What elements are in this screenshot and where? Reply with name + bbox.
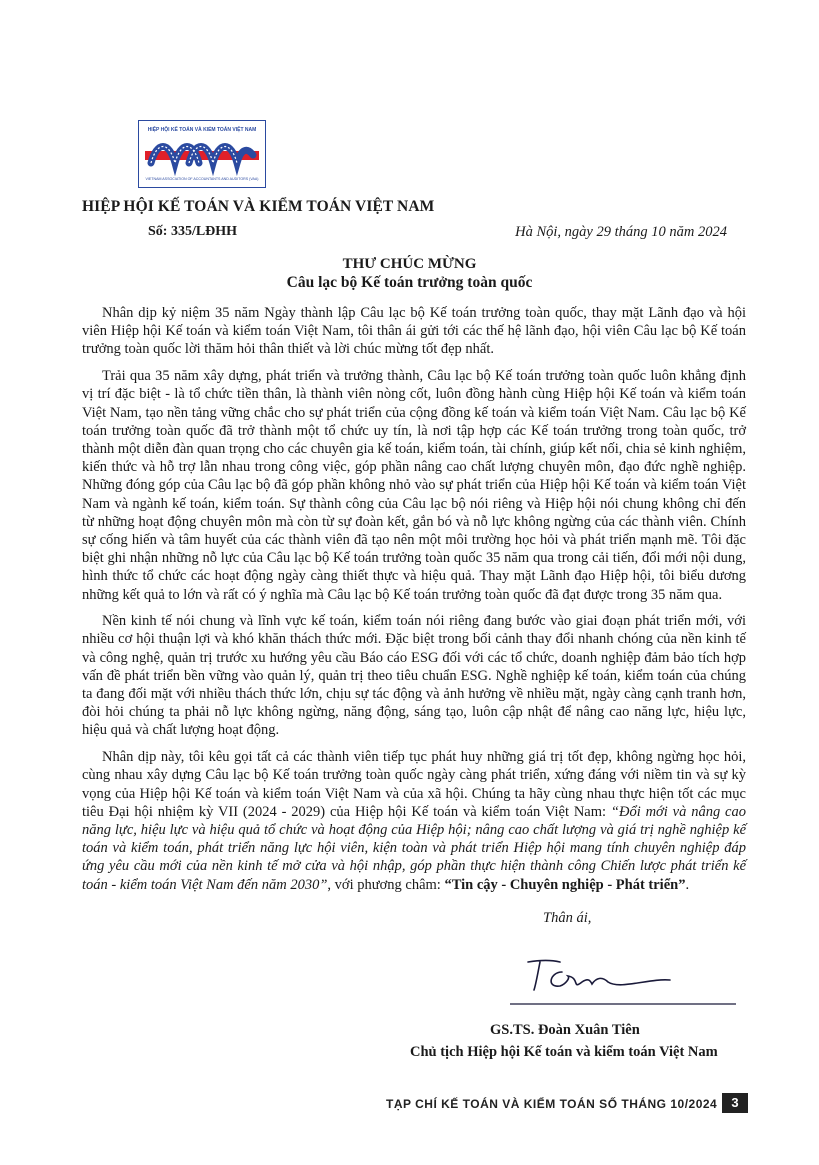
signer-title: Chủ tịch Hiệp hội Kế toán và kiểm toán Việt Nam	[410, 1044, 718, 1060]
handwritten-signature	[500, 950, 740, 1020]
motto: “Tin cậy - Chuyên nghiệp - Phát triển”	[444, 876, 686, 893]
paragraph-4-end: .	[685, 876, 690, 893]
letter-body	[82, 304, 746, 902]
paragraph-4-text: Nhân dịp này, tôi kêu gọi tất cả các thành viên tiếp tục phát huy những giá trị tốt đẹp, không ngừng học hỏi, cùng nhau xây dựng Câu lạc bộ Kế toán trưởng toàn quốc ngày càng phát triển, xứng đáng với niềm tin và sự kỳ vọng của Hiệp hội Kế toán và kiểm toán Việt Nam và của xã hội. Chúng ta hãy cùng nhau thực hiện tốt các mục tiêu Đại hội nhiệm kỳ VII (2024 - 2029) của Hiệp hội Kế toán và kiểm toán Việt Nam:	[82, 749, 746, 820]
logo-top-text: HIỆP HỘI KẾ TOÁN VÀ KIỂM TOÁN VIỆT NAM	[147, 127, 257, 133]
organization-name: HIỆP HỘI KẾ TOÁN VÀ KIỂM TOÁN VIỆT NAM	[82, 198, 435, 215]
logo-bottom-text: VIETNAM ASSOCIATION OF ACCOUNTANTS AND AUDITORS (VAA)	[145, 177, 259, 181]
magazine-footer: TẠP CHÍ KẾ TOÁN VÀ KIỂM TOÁN SỐ THÁNG 10/2024	[386, 1097, 718, 1111]
paragraph-4	[82, 748, 746, 894]
congress-goal-quote: “Đổi mới và nâng cao năng lực, hiệu lực và hiệu quả tổ chức và hoạt động của Hiệp hội; nâng cao chất lượng và giá trị nghề nghiệp kế toán và kiểm toán, phát triển năng lực hội viên, kiện toàn và phát triển Hiệp hội mang tính chuyên nghiệp đáp ứng yêu cầu mới của nền kinh tế mở cửa và hội nhập, góp phần thực hiện thành công Chiến lược phát triển kế toán - kiểm toán Việt Nam đến năm 2030”	[82, 803, 746, 893]
association-logo	[138, 120, 266, 188]
closing-greeting: Thân ái,	[543, 910, 592, 926]
logo-emblem	[139, 121, 265, 187]
paragraph-3: Nền kinh tế nói chung và lĩnh vực kế toán, kiểm toán nói riêng đang bước vào giai đoạn phát triển mới, với nhiều cơ hội thuận lợi và khó khăn thách thức mới. Đặc biệt trong bối cảnh thay đổi nhanh chóng của nền kinh tế và công nghệ, quản trị trước xu hướng yêu cầu Báo cáo ESG đối với các tổ chức, doanh nghiệp đảm bảo tích hợp vấn đề phát triển bền vững vào quản lý, quản trị theo tiêu chuẩn ESG. Nghề nghiệp kế toán, kiểm toán của chúng ta đang đối mặt với nhiều thách thức lớn, chịu sự tác động và ảnh hưởng về nhiều mặt, ngày càng cạnh tranh hơn, đòi hỏi chúng ta phải nỗ lực không ngừng, năng động, sáng tạo, luôn cập nhật để nâng cao năng lực, hiệu lực, hiệu quả và chất lượng hoạt động.	[82, 613, 746, 739]
paragraph-1: Nhân dịp kỷ niệm 35 năm Ngày thành lập Câu lạc bộ Kế toán trưởng toàn quốc, thay mặt Lãnh đạo và hội viên Hiệp hội Kế toán và kiểm toán Việt Nam, tôi thân ái gửi tới các thế hệ lãnh đạo, hội viên Câu lạc bộ Kế toán trưởng toàn quốc lời thăm hỏi thân thiết và lời chúc mừng tốt đẹp nhất.	[82, 305, 746, 358]
letter-title: THƯ CHÚC MỪNG	[342, 256, 477, 272]
document-number: Số: 335/LĐHH	[148, 224, 238, 239]
page-number: 3	[722, 1093, 748, 1113]
place-and-date: Hà Nội, ngày 29 tháng 10 năm 2024	[515, 224, 727, 240]
paragraph-2: Trải qua 35 năm xây dựng, phát triển và trưởng thành, Câu lạc bộ Kế toán trưởng toàn quốc luôn khẳng định vị trí đặc biệt - là tổ chức tiền thân, là thành viên nòng cốt, luôn đồng hành cùng Hiệp hội Kế toán và kiểm toán Việt Nam, tạo nền tảng vững chắc cho sự phát triển của cộng đồng kế toán và kiểm toán Việt Nam. Câu lạc bộ Kế toán trưởng toàn quốc đã trở thành một tổ chức uy tín, là nơi tập hợp các Kế toán trưởng trong toàn quốc, trở thành một diễn đàn quan trọng cho các chuyên gia kế toán, kiểm toán, tài chính, giúp kết nối, chia sẻ kinh nghiệm, kiến thức và hỗ trợ lẫn nhau trong công việc, góp phần nâng cao chất lượng chuyên môn, đạo đức nghề nghiệp. Những đóng góp của Câu lạc bộ đã góp phần không nhỏ vào sự phát triển của Hiệp hội Kế toán và kiểm toán Việt Nam và ngành kế toán, kiểm toán. Sự thành công của Câu lạc bộ nói riêng và Hiệp hội nói chung không chỉ đến từ những hoạt động chuyên môn mà còn từ sự đoàn kết, gắn bó và nỗ lực không ngừng của các thành viên. Chính sự cống hiến và tâm huyết của các thành viên đã tạo nên một môi trường học hỏi và phát triển mạnh mẽ. Tôi đặc biệt ghi nhận những nỗ lực của Câu lạc bộ Kế toán trưởng toàn quốc 35 năm qua trong cải tiến, đổi mới nội dung, hình thức tổ chức các hoạt động ngày càng thiết thực và hiệu quả. Thay mặt Lãnh đạo Hiệp hội, tôi biểu dương những kết quả to lớn và rất có ý nghĩa mà Câu lạc bộ Kế toán trưởng toàn quốc đã đạt được trong 35 năm qua.	[82, 368, 747, 603]
paragraph-4-connector: , với phương châm:	[327, 876, 445, 893]
letter-subtitle: Câu lạc bộ Kế toán trưởng toàn quốc	[286, 274, 533, 291]
signer-name: GS.TS. Đoàn Xuân Tiên	[490, 1022, 640, 1038]
